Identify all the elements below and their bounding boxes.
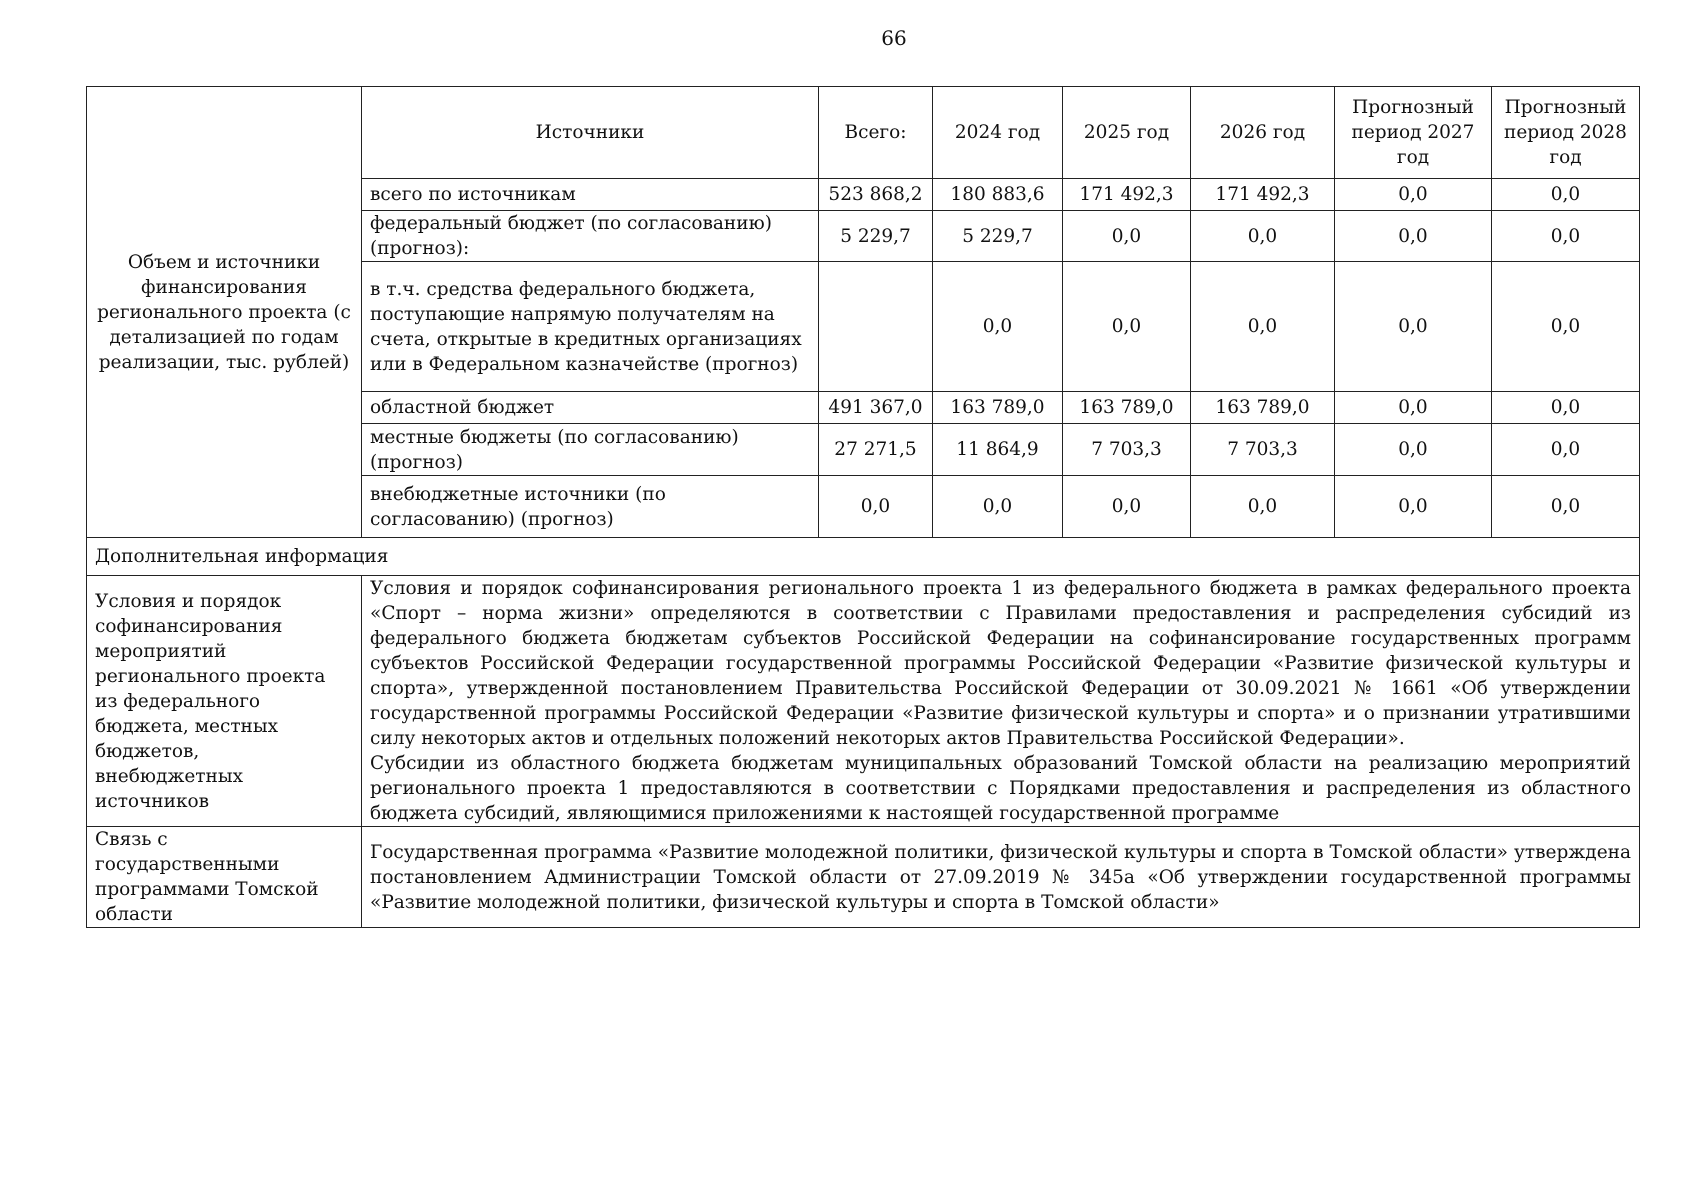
header-2026: 2026 год — [1191, 87, 1335, 179]
conditions-row — [87, 576, 1640, 827]
value-2028: 0,0 — [1492, 392, 1640, 424]
value-2024: 11 864,9 — [933, 424, 1063, 476]
value-total: 27 271,5 — [819, 424, 933, 476]
header-2027: Прогнозный период 2027 год — [1335, 87, 1492, 179]
header-2025: 2025 год — [1063, 87, 1191, 179]
value-total: 0,0 — [819, 476, 933, 538]
value-total: 491 367,0 — [819, 392, 933, 424]
value-total: 523 868,2 — [819, 179, 933, 211]
value-2028: 0,0 — [1492, 262, 1640, 392]
source-label: в т.ч. средства федерального бюджета, поступающие напрямую получателям на счета, открытые в кредитных организациях или в Федеральном казначействе (прогноз) — [362, 262, 819, 392]
value-2028: 0,0 — [1492, 211, 1640, 262]
program-link-row — [87, 827, 1640, 928]
header-sources: Источники — [362, 87, 819, 179]
value-2027: 0,0 — [1335, 179, 1492, 211]
value-2028: 0,0 — [1492, 179, 1640, 211]
value-2025: 171 492,3 — [1063, 179, 1191, 211]
value-total — [819, 262, 933, 392]
source-label: местные бюджеты (по согласованию) (прогноз) — [362, 424, 819, 476]
value-2025: 0,0 — [1063, 262, 1191, 392]
value-2027: 0,0 — [1335, 476, 1492, 538]
value-2027: 0,0 — [1335, 262, 1492, 392]
value-2028: 0,0 — [1492, 424, 1640, 476]
funding-header-row — [87, 87, 1640, 179]
header-2024: 2024 год — [933, 87, 1063, 179]
value-2024: 0,0 — [933, 476, 1063, 538]
value-2025: 0,0 — [1063, 211, 1191, 262]
source-label: всего по источникам — [362, 179, 819, 211]
funding-row-label: Объем и источники финансирования регионального проекта (с детализацией по годам реализации, тыс. рублей) — [87, 87, 362, 538]
value-2025: 0,0 — [1063, 476, 1191, 538]
conditions-paragraph-1: Условия и порядок софинансирования регионального проекта 1 из федерального бюджета в рамках федерального проекта «Спорт – норма жизни» определяются в соответствии с Правилами предоставления и распределения субсидий из федерального бюджета бюджетам субъектов Российской Федерации на софинансирование государственных программ субъектов Российской Федерации государственной программы Российской Федерации «Развитие физической культуры и спорта», утвержденной постановлением Правительства Российской Федерации от 30.09.2021 № 1661 «Об утверждении государственной программы Российской Федерации «Развитие физической культуры и спорта» и о признании утратившими силу некоторых актов и отдельных положений некоторых актов Правительства Российской Федерации». — [370, 578, 1631, 749]
source-label: областной бюджет — [362, 392, 819, 424]
header-2028: Прогнозный период 2028 год — [1492, 87, 1640, 179]
additional-info-row — [87, 538, 1640, 576]
value-2026: 7 703,3 — [1191, 424, 1335, 476]
header-total: Всего: — [819, 87, 933, 179]
conditions-label: Условия и порядок софинансирования мероприятий регионального проекта из федерального бюджета, местных бюджетов, внебюджетных источников — [87, 576, 362, 827]
value-2027: 0,0 — [1335, 424, 1492, 476]
value-2027: 0,0 — [1335, 211, 1492, 262]
value-2026: 0,0 — [1191, 211, 1335, 262]
value-2026: 0,0 — [1191, 262, 1335, 392]
value-2024: 0,0 — [933, 262, 1063, 392]
value-total: 5 229,7 — [819, 211, 933, 262]
value-2024: 180 883,6 — [933, 179, 1063, 211]
source-label: внебюджетные источники (по согласованию) (прогноз) — [362, 476, 819, 538]
program-link-label: Связь с государственными программами Томской области — [87, 827, 362, 928]
program-link-text: Государственная программа «Развитие молодежной политики, физической культуры и спорта в Томской области» утверждена постановлением Администрации Томской области от 27.09.2019 № 345а «Об утверждении государственной программы «Развитие молодежной политики, физической культуры и спорта в Томской области» — [362, 827, 1640, 928]
value-2025: 7 703,3 — [1063, 424, 1191, 476]
value-2027: 0,0 — [1335, 392, 1492, 424]
project-info-table — [86, 86, 1640, 928]
value-2026: 171 492,3 — [1191, 179, 1335, 211]
value-2025: 163 789,0 — [1063, 392, 1191, 424]
source-label: федеральный бюджет (по согласованию) (прогноз): — [362, 211, 819, 262]
page-number: 66 — [881, 26, 907, 50]
conditions-text — [362, 576, 1640, 827]
value-2024: 163 789,0 — [933, 392, 1063, 424]
conditions-paragraph-2: Субсидии из областного бюджета бюджетам муниципальных образований Томской области на реализацию мероприятий регионального проекта 1 предоставляются в соответствии с Порядками предоставления и распределения из областного бюджета субсидий, являющимися приложениями к настоящей государственной программе — [370, 753, 1631, 824]
value-2026: 0,0 — [1191, 476, 1335, 538]
value-2026: 163 789,0 — [1191, 392, 1335, 424]
value-2024: 5 229,7 — [933, 211, 1063, 262]
additional-info-title: Дополнительная информация — [87, 538, 1640, 576]
value-2028: 0,0 — [1492, 476, 1640, 538]
